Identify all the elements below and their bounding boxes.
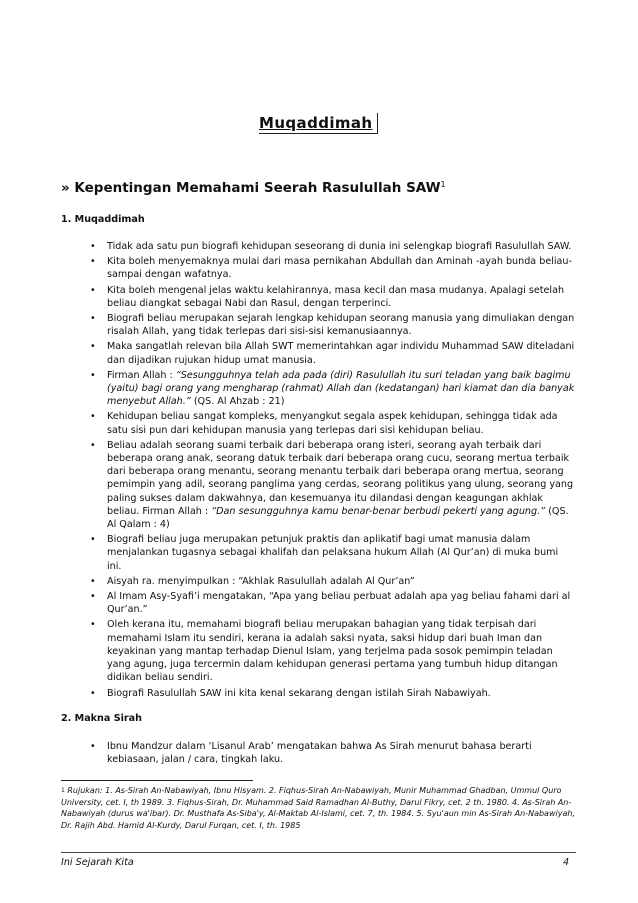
list-item xyxy=(61,369,575,409)
bullet-icon: • xyxy=(90,439,96,451)
list-item-text: Firman Allah : xyxy=(107,369,176,381)
list-item xyxy=(61,284,575,310)
list-item xyxy=(61,410,575,436)
makna-sirah-list xyxy=(61,740,575,768)
footnote-text: Rujukan: 1. As-Sirah An-Nabawiyah, Ibnu Hisyam. 2. Fiqhus-Sirah An-Nabawiyah, Munir Muhammad Ghadban, Ummul Quro University, cet. I, th 1989. 3. Fiqhus-Sirah, Dr. Muhammad Said Ramadhan Al-Buthy, Darul Fikry, cet. 2 th. 1980. 4. As-Sirah An-Nabawiyah (durus wa'ibar). Dr. Musthafa As-Siba'y, Al-Maktab Al-Islami, cet. 7, th. 1984. 5. Syu'aun min As-Sirah An-Nabawiyah, Dr. Rajih Abd. Hamid Al-Kurdy, Darul Furqan, cet. I, th. 1985 xyxy=(61,786,575,830)
list-item-text: Biografi beliau juga merupakan petunjuk praktis dan aplikatif bagi umat manusia dalam menjalankan tugasnya sebagai khalifah dan pelaksana hukum Allah (Al Qur’an) di muka bumi ini. xyxy=(107,534,559,572)
list-item-text: Al Imam Asy-Syafi’i mengatakan, “Apa yang beliau perbuat adalah apa yag beliau fahami dari al Qur’an.” xyxy=(107,591,571,616)
bullet-icon: • xyxy=(90,284,96,296)
list-item-text: Kehidupan beliau sangat kompleks, menyangkut segala aspek kehidupan, sehingga tidak ada satu sisi pun dari kehidupan manusia yang terlepas dari sisi kehidupan beliau. xyxy=(107,411,558,436)
page-number: 4 xyxy=(563,857,570,868)
bullet-icon: • xyxy=(90,341,96,353)
list-item xyxy=(61,240,575,253)
list-item-text: Beliau adalah seorang suami terbaik dari beberapa orang isteri, seorang ayah terbaik dari beberapa orang anak, seorang datuk terbaik dari beberapa orang cucu, seorang mertua terbaik dari beberapa orang menantu, seorang menantu terbaik dari beberapa orang mertua, seorang pemimpin yang adil, seorang panglima yang cerdas, seorang politikus yang ulung, seorang yang paling sukses dalam dakwahnya, dan kesemuanya itu dilandasi dengan keagungan akhlak beliau. Firman Allah : xyxy=(107,439,574,517)
muqaddimah-list xyxy=(61,240,575,702)
list-item xyxy=(61,618,575,684)
list-item xyxy=(61,590,575,616)
subheading-muqaddimah: 1. Muqaddimah xyxy=(61,214,145,225)
footer-book-title: Ini Sejarah Kita xyxy=(61,857,134,868)
footnote-marker: 1 xyxy=(61,787,65,794)
bullet-icon: • xyxy=(90,741,96,752)
bullet-icon: • xyxy=(90,411,96,423)
bullet-icon: • xyxy=(90,369,96,381)
bullet-icon: • xyxy=(90,534,96,546)
page-title: Muqaddimah xyxy=(259,113,378,134)
bullet-icon: • xyxy=(90,687,96,699)
section-heading xyxy=(61,180,446,196)
bullet-icon: • xyxy=(90,619,96,631)
list-item xyxy=(61,575,575,588)
list-item-text: Biografi beliau merupakan sejarah lengkap kehidupan seorang manusia yang dimuliakan dengan risalah Allah, yang tidak terlepas dari sisi-sisi kemanusiaannya. xyxy=(107,313,575,338)
list-item-text: Aisyah ra. menyimpulkan : “Akhlak Rasulullah adalah Al Qur’an” xyxy=(107,575,415,587)
list-item-text: Tidak ada satu pun biografi kehidupan seseorang di dunia ini selengkap biografi Rasulullah SAW. xyxy=(107,241,572,252)
list-item-text: Kita boleh mengenal jelas waktu kelahirannya, masa kecil dan masa mudanya. Apalagi setelah beliau diangkat sebagai Nabi dan Rasul, dengan terperinci. xyxy=(107,284,565,309)
list-item xyxy=(61,340,575,366)
footnote xyxy=(61,785,581,831)
footnote-divider xyxy=(61,780,253,781)
list-item-text: Kita boleh menyemaknya mulai dari masa pernikahan Abdullah dan Aminah -ayah bunda beliau- sampai dengan wafatnya. xyxy=(107,256,572,281)
list-item xyxy=(61,312,575,338)
bullet-icon: • xyxy=(90,256,96,268)
list-item xyxy=(61,533,575,573)
bullet-icon: • xyxy=(90,575,96,587)
footer-divider xyxy=(61,852,576,853)
bullet-icon: • xyxy=(90,591,96,603)
bullet-icon: • xyxy=(90,313,96,325)
quran-quote: “Sesungguhnya telah ada pada (diri) Rasulullah itu suri teladan yang baik bagimu (yaitu) bagi orang yang mengharap (rahmat) Allah dan (kedatangan) hari kiamat dan dia banyak menyebut Allah.” xyxy=(107,369,575,408)
footnote-ref: 1 xyxy=(440,180,446,189)
quran-citation: (QS. Al Ahzab : 21) xyxy=(190,396,285,408)
list-item-text: Oleh kerana itu, memahami biografi beliau merupakan bahagian yang tidak terpisah dari memahami Islam itu sendiri, kerana ia adalah saksi nyata, saksi hidup dari buah Iman dan keyakinan yang mantap terhadap Dienul Islam, yang terjelma pada sosok pemimpin teladan yang agung, juga tercermin dalam kehidupan generasi pertama yang tumbuh hidup ditangan didikan beliau sendiri. xyxy=(107,619,558,684)
list-item xyxy=(61,740,575,766)
subheading-makna-sirah: 2. Makna Sirah xyxy=(61,713,142,724)
list-item xyxy=(61,255,575,281)
list-item-text: Maka sangatlah relevan bila Allah SWT memerintahkan agar individu Muhammad SAW diteladani dan dijadikan rujukan hidup umat manusia. xyxy=(107,341,575,366)
bullet-icon: • xyxy=(90,241,96,252)
section-heading-text: » Kepentingan Memahami Seerah Rasulullah SAW xyxy=(61,180,441,196)
list-item xyxy=(61,439,575,531)
list-item xyxy=(61,687,575,700)
quran-quote: “Dan sesungguhnya kamu benar-benar berbudi pekerti yang agung.” xyxy=(211,505,546,517)
quran-citation: (QS. Al Qalam : 4) xyxy=(107,505,569,531)
list-item-text: Biografi Rasulullah SAW ini kita kenal sekarang dengan istilah Sirah Nabawiyah. xyxy=(107,687,491,699)
list-item-text: Ibnu Mandzur dalam ‘Lisanul Arab’ mengatakan bahwa As Sirah menurut bahasa berarti kebiasaan, jalan / cara, tingkah laku. xyxy=(107,741,532,766)
